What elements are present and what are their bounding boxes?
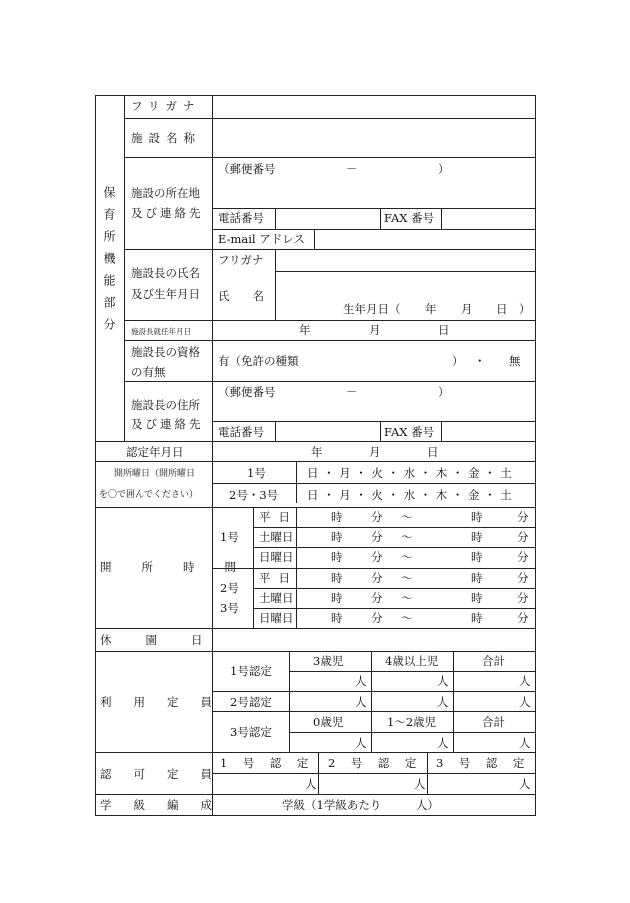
tilde: ～ <box>401 510 413 524</box>
capacity-type2: 2号認定 <box>230 695 272 709</box>
end-hour-unit: 時 <box>471 571 483 585</box>
tilde: ～ <box>401 550 413 564</box>
end-hour-unit: 時 <box>471 611 483 625</box>
open-days-type2-3: 2号・3号 <box>229 488 279 502</box>
end-minute-unit: 分 <box>517 571 529 585</box>
certification-day: 日 <box>427 445 439 459</box>
authorized-type3: 3号認定 <box>436 756 540 770</box>
authorized-label: 認可定員 <box>100 767 234 781</box>
director-address-label: 施設長の住所 <box>131 398 200 412</box>
hours-day-label: 平日 <box>259 510 298 524</box>
facility-fax-label: FAX 番号 <box>384 211 435 225</box>
capacity-type2-age3-unit: 人 <box>355 695 367 709</box>
facility-postal-dash: － <box>346 162 358 176</box>
capacity-age1to2-header: 1～2歳児 <box>387 715 437 729</box>
capacity-type3: 3号認定 <box>230 725 272 739</box>
end-minute-unit: 分 <box>517 530 529 544</box>
open-days-row2-days: 日・月・火・水・木・金・土 <box>307 488 517 502</box>
qualification-separator: ・ <box>474 354 486 368</box>
end-hour-unit: 時 <box>471 550 483 564</box>
opening-hours-label: 開所時間 <box>100 560 266 574</box>
qualification-close: ） <box>452 354 464 368</box>
director-furigana-label: フリガナ <box>218 253 264 267</box>
start-hour-unit: 時 <box>331 591 343 605</box>
qualification-label-2: の有無 <box>131 365 166 379</box>
facility-phone-label: 電話番号 <box>218 211 264 225</box>
start-hour-unit: 時 <box>331 530 343 544</box>
tilde: ～ <box>401 571 413 585</box>
qualification-no: 無 <box>509 354 521 368</box>
capacity-age3-header: 3歳児 <box>313 654 344 668</box>
end-minute-unit: 分 <box>517 591 529 605</box>
qualification-yes: 有（免許の種類 <box>218 354 299 368</box>
authorized-type1-unit: 人 <box>305 777 317 791</box>
director-name-field-label: 氏 名 <box>218 289 264 303</box>
hours-day-label: 土曜日 <box>259 591 294 605</box>
certification-month: 月 <box>369 445 381 459</box>
authorized-type1: 1号認定 <box>220 756 324 770</box>
class-composition-text: 学級（1学級あたり 人） <box>282 798 439 812</box>
director-name-label: 施設長の氏名 <box>131 266 200 280</box>
director-birth-day: 日 ） <box>496 302 531 316</box>
director-contact-label: 及び連絡先 <box>131 417 204 431</box>
start-minute-unit: 分 <box>371 530 383 544</box>
capacity-type1-age3-unit: 人 <box>355 674 367 688</box>
facility-name-label: 施設名称 <box>131 131 201 145</box>
hours-day-label: 日曜日 <box>259 611 294 625</box>
director-birth-label: 及び生年月日 <box>131 287 200 301</box>
appointment-month: 月 <box>369 323 381 337</box>
start-minute-unit: 分 <box>371 591 383 605</box>
tilde: ～ <box>401 591 413 605</box>
capacity-type1-total-unit: 人 <box>519 674 531 688</box>
capacity-type2-total-unit: 人 <box>519 695 531 709</box>
start-hour-unit: 時 <box>331 510 343 524</box>
open-days-row1-days: 日・月・火・水・木・金・土 <box>307 466 517 480</box>
facility-location-label: 施設の所在地 <box>131 186 200 200</box>
capacity-type3-total-unit: 人 <box>519 736 531 750</box>
capacity-type3-age1to2-unit: 人 <box>437 736 449 750</box>
holidays-label: 休園日 <box>100 633 237 647</box>
director-birth-year: 年 <box>425 302 437 316</box>
start-minute-unit: 分 <box>371 550 383 564</box>
director-postal-dash: － <box>346 385 358 399</box>
open-days-type1: 1号 <box>247 466 266 480</box>
authorized-type2: 2号認定 <box>328 756 432 770</box>
end-hour-unit: 時 <box>471 591 483 605</box>
start-hour-unit: 時 <box>331 611 343 625</box>
end-hour-unit: 時 <box>471 530 483 544</box>
hours-group-type3: 3号 <box>220 601 239 615</box>
qualification-label: 施設長の資格 <box>131 345 200 359</box>
director-appointment-label: 施設長就任年月日 <box>131 327 191 336</box>
tilde: ～ <box>401 611 413 625</box>
start-hour-unit: 時 <box>331 550 343 564</box>
facility-postal-label: （郵便番号 <box>218 162 276 176</box>
hours-group-type2: 2号 <box>220 581 239 595</box>
start-hour-unit: 時 <box>331 571 343 585</box>
capacity-age0-header: 0歳児 <box>313 715 344 729</box>
authorized-type2-unit: 人 <box>414 777 426 791</box>
appointment-year: 年 <box>299 323 311 337</box>
director-phone-label: 電話番号 <box>218 425 264 439</box>
start-minute-unit: 分 <box>371 510 383 524</box>
director-birth-field-label: 生年月日（ <box>343 302 401 316</box>
director-fax-label: FAX 番号 <box>384 425 435 439</box>
start-minute-unit: 分 <box>371 611 383 625</box>
certification-year: 年 <box>311 445 323 459</box>
director-postal-close: ） <box>438 385 450 399</box>
tilde: ～ <box>401 530 413 544</box>
authorized-type3-unit: 人 <box>519 777 531 791</box>
certification-date-label: 認定年月日 <box>126 445 184 459</box>
hours-day-label: 平日 <box>259 571 298 585</box>
director-birth-month: 月 <box>461 302 473 316</box>
appointment-day: 日 <box>438 323 450 337</box>
end-minute-unit: 分 <box>517 550 529 564</box>
capacity-type1: 1号認定 <box>230 664 272 678</box>
capacity-type1-age4-unit: 人 <box>437 674 449 688</box>
end-hour-unit: 時 <box>471 510 483 524</box>
capacity-type3-age0-unit: 人 <box>355 736 367 750</box>
capacity-total-header: 合計 <box>482 654 505 668</box>
end-minute-unit: 分 <box>517 510 529 524</box>
director-postal-label: （郵便番号 <box>218 385 276 399</box>
facility-furigana-label: フリガナ <box>131 99 201 113</box>
capacity-age4plus-header: 4歳以上児 <box>385 654 439 668</box>
open-days-label: 開所曜日（開所曜日 <box>114 469 196 479</box>
facility-contact-label: 及び連絡先 <box>131 206 204 220</box>
facility-postal-close: ） <box>438 162 450 176</box>
hours-day-label: 土曜日 <box>259 530 294 544</box>
section-label-nursery: 保育所機能部分 <box>102 186 116 340</box>
hours-group-type1: 1号 <box>220 530 239 544</box>
capacity-total-header-2: 合計 <box>482 715 505 729</box>
class-composition-label: 学級編成 <box>100 798 234 812</box>
capacity-type2-age4-unit: 人 <box>437 695 449 709</box>
open-days-instruction: を〇で囲んでください） <box>99 490 199 500</box>
hours-day-label: 日曜日 <box>259 550 294 564</box>
start-minute-unit: 分 <box>371 571 383 585</box>
capacity-label: 利用定員 <box>100 695 234 709</box>
end-minute-unit: 分 <box>517 611 529 625</box>
facility-email-label: E-mail アドレス <box>218 232 305 246</box>
